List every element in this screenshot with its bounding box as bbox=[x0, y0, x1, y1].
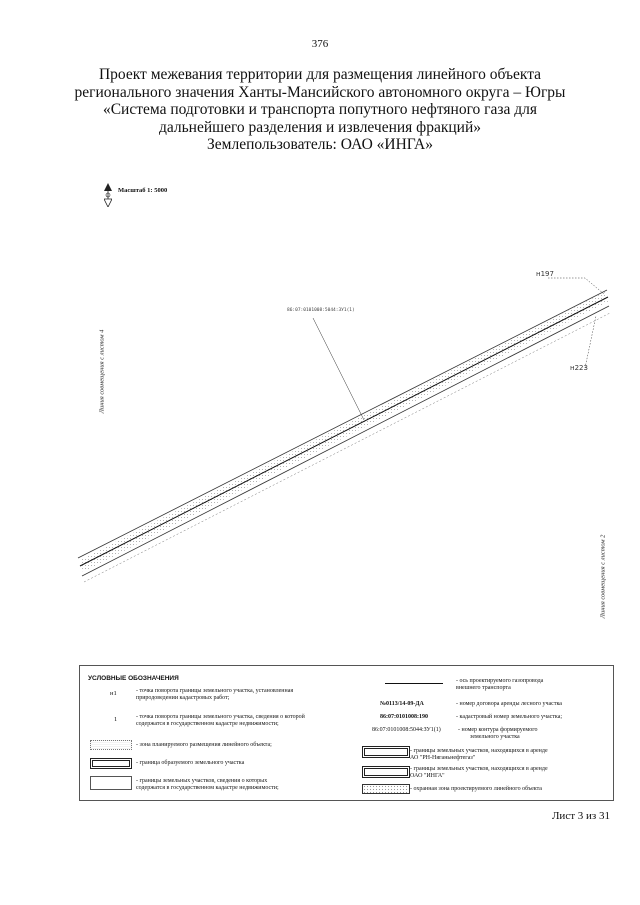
zone-line bbox=[84, 313, 610, 582]
legend-item-text: - кадастровый номер земельного участка; bbox=[456, 714, 563, 720]
legend-symbol-pipeline-axis bbox=[385, 683, 443, 684]
legend-symbol-new-point: н1 bbox=[110, 690, 117, 697]
legend-item-text: - границы земельных участков, находящихся в аренде ОАО "ИНГА" bbox=[410, 766, 548, 779]
leader-line bbox=[585, 316, 596, 368]
legend-symbol-formed-plot bbox=[90, 758, 132, 769]
legend-item-text: - охранная зона проектируемого линейного объекта bbox=[410, 786, 542, 792]
axis-line bbox=[80, 297, 608, 566]
legend-symbol-rn-lease bbox=[362, 746, 410, 758]
page-number: 376 bbox=[311, 38, 329, 50]
legend-item-text: - границы земельных участков, сведения о которых содержатся в государственном кадастре недвижимости; bbox=[136, 778, 279, 791]
title-line: Проект межевания территории для размещения линейного объекта bbox=[98, 66, 542, 83]
legend-symbol-cadastral-number: 86:07:0101008:190 bbox=[380, 714, 428, 720]
legend-symbol-existing-point: 1 bbox=[114, 716, 118, 723]
legend-title: УСЛОВНЫЕ ОБОЗНАЧЕНИЯ bbox=[88, 675, 179, 682]
boundary-line bbox=[78, 290, 607, 558]
leader-line bbox=[313, 318, 364, 420]
sheet-join-label-left: Линия совмещения с листом 4 bbox=[98, 329, 106, 414]
legend bbox=[79, 665, 614, 801]
legend-symbol-inga-lease bbox=[362, 766, 410, 778]
sheet-join-label-right: Линия совмещения с листом 2 bbox=[599, 534, 607, 619]
point-label-top: н197 bbox=[536, 270, 554, 278]
title-line: Землепользователь: ОАО «ИНГА» bbox=[207, 136, 433, 153]
leader-line bbox=[548, 278, 604, 294]
legend-symbol-lease-number: №0113/14-09-ДА bbox=[380, 701, 424, 707]
legend-symbol-registered-plot bbox=[90, 776, 132, 790]
legend-symbol-contour-number: 86:07:0101008:5044:ЗУ1(1) bbox=[372, 727, 441, 733]
sheet-number: Лист 3 из 31 bbox=[551, 810, 610, 822]
legend-item-text: - точка поворота границы земельного участка, установленная природоведении кадастровых работ; bbox=[136, 688, 294, 701]
title-line: «Система подготовки и транспорта попутного нефтяного газа для bbox=[102, 101, 538, 118]
point-label-bottom: н223 bbox=[570, 364, 588, 372]
title-line: регионального значения Ханты-Мансийского автономного округа – Югры bbox=[74, 83, 566, 101]
title-line: дальнейшего разделения и извлечения фракций» bbox=[158, 118, 482, 136]
boundary-line bbox=[82, 306, 609, 576]
legend-item-text: - зона планируемого размещения линейного объекта; bbox=[136, 742, 272, 748]
cadastral-label: 86:07:0101008:5044:ЗУ1(1) bbox=[287, 308, 355, 313]
legend-item-text: - точка поворота границы земельного участка, сведения о которой содержатся в государственном кадастре недвижимости; bbox=[136, 714, 305, 727]
legend-symbol-protection-zone bbox=[362, 784, 410, 794]
legend-item-text: - граница образуемого земельного участка bbox=[136, 760, 245, 766]
legend-item-text: - границы земельных участков, находящихся в аренде АО "РН-Няганьнефтегаз" bbox=[410, 748, 548, 761]
scale-label: Масштаб 1: 5000 bbox=[118, 186, 168, 194]
legend-item-text: - номер договора аренды лесного участка bbox=[456, 701, 562, 707]
legend-item-text: - номер контура формируемого земельного участка bbox=[458, 727, 538, 740]
legend-symbol-planned-zone bbox=[90, 740, 132, 750]
legend-item-text: - ось проектируемого газопровода внешнего транспорта bbox=[456, 678, 544, 691]
